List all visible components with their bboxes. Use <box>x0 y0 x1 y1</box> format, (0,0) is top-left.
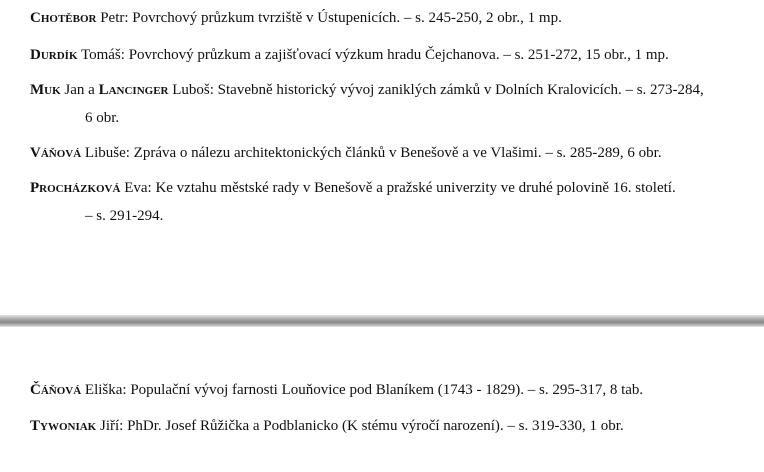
bibliography-entry <box>30 376 750 404</box>
bibliography-entry <box>30 41 750 69</box>
author-surname: Tywoniak <box>30 418 97 434</box>
bibliography-entry <box>30 174 750 230</box>
entry-text: Jiří: PhDr. Josef Růžička a Podblanicko (K stému výročí narození). – s. 319-330, 1 obr. <box>96 418 624 434</box>
entry-text: Petr: Povrchový průzkum tvrziště v Ústupenicích. – s. 245-250, 2 obr., 1 mp. <box>96 10 562 26</box>
bibliography-entry <box>30 4 750 32</box>
entry-text: Jan a <box>60 82 99 98</box>
page-separator-band <box>0 315 764 327</box>
author-surname: Lancinger <box>98 82 169 98</box>
author-surname: Chotěbor <box>30 10 97 26</box>
bibliography-entry <box>30 76 750 132</box>
entry-text: Luboš: Stavebně historický vývoj zaniklých zámků v Dolních Kralovicích. – s. 273-284, <box>168 82 704 98</box>
entry-text: Libuše: Zpráva o nálezu architektonických článků v Benešově a ve Vlašimi. – s. 285-289, 6 obr. <box>81 145 662 161</box>
author-surname: Váňová <box>30 145 82 161</box>
author-surname: Čáňová <box>30 382 82 398</box>
author-surname: Durdík <box>30 47 78 63</box>
entry-text: Eliška: Populační vývoj farnosti Louňovice pod Blaníkem (1743 - 1829). – s. 295-317, 8 tab. <box>81 382 644 398</box>
author-surname: Procházková <box>30 180 121 196</box>
author-surname: Muk <box>30 82 61 98</box>
entry-text: Tomáš: Povrchový průzkum a zajišťovací výzkum hradu Čejchanova. – s. 251-272, 15 obr., 1 mp. <box>77 47 669 63</box>
document-page-bottom <box>0 330 764 472</box>
entry-text: Eva: Ke vztahu městské rady v Benešově a pražské univerzity ve druhé polovině 16. století. <box>120 180 676 196</box>
entry-continuation: 6 obr. <box>85 110 120 126</box>
bibliography-entry <box>30 139 750 167</box>
entry-continuation: – s. 291-294. <box>85 208 164 224</box>
page-divider <box>0 310 764 330</box>
bibliography-entry <box>30 412 750 440</box>
